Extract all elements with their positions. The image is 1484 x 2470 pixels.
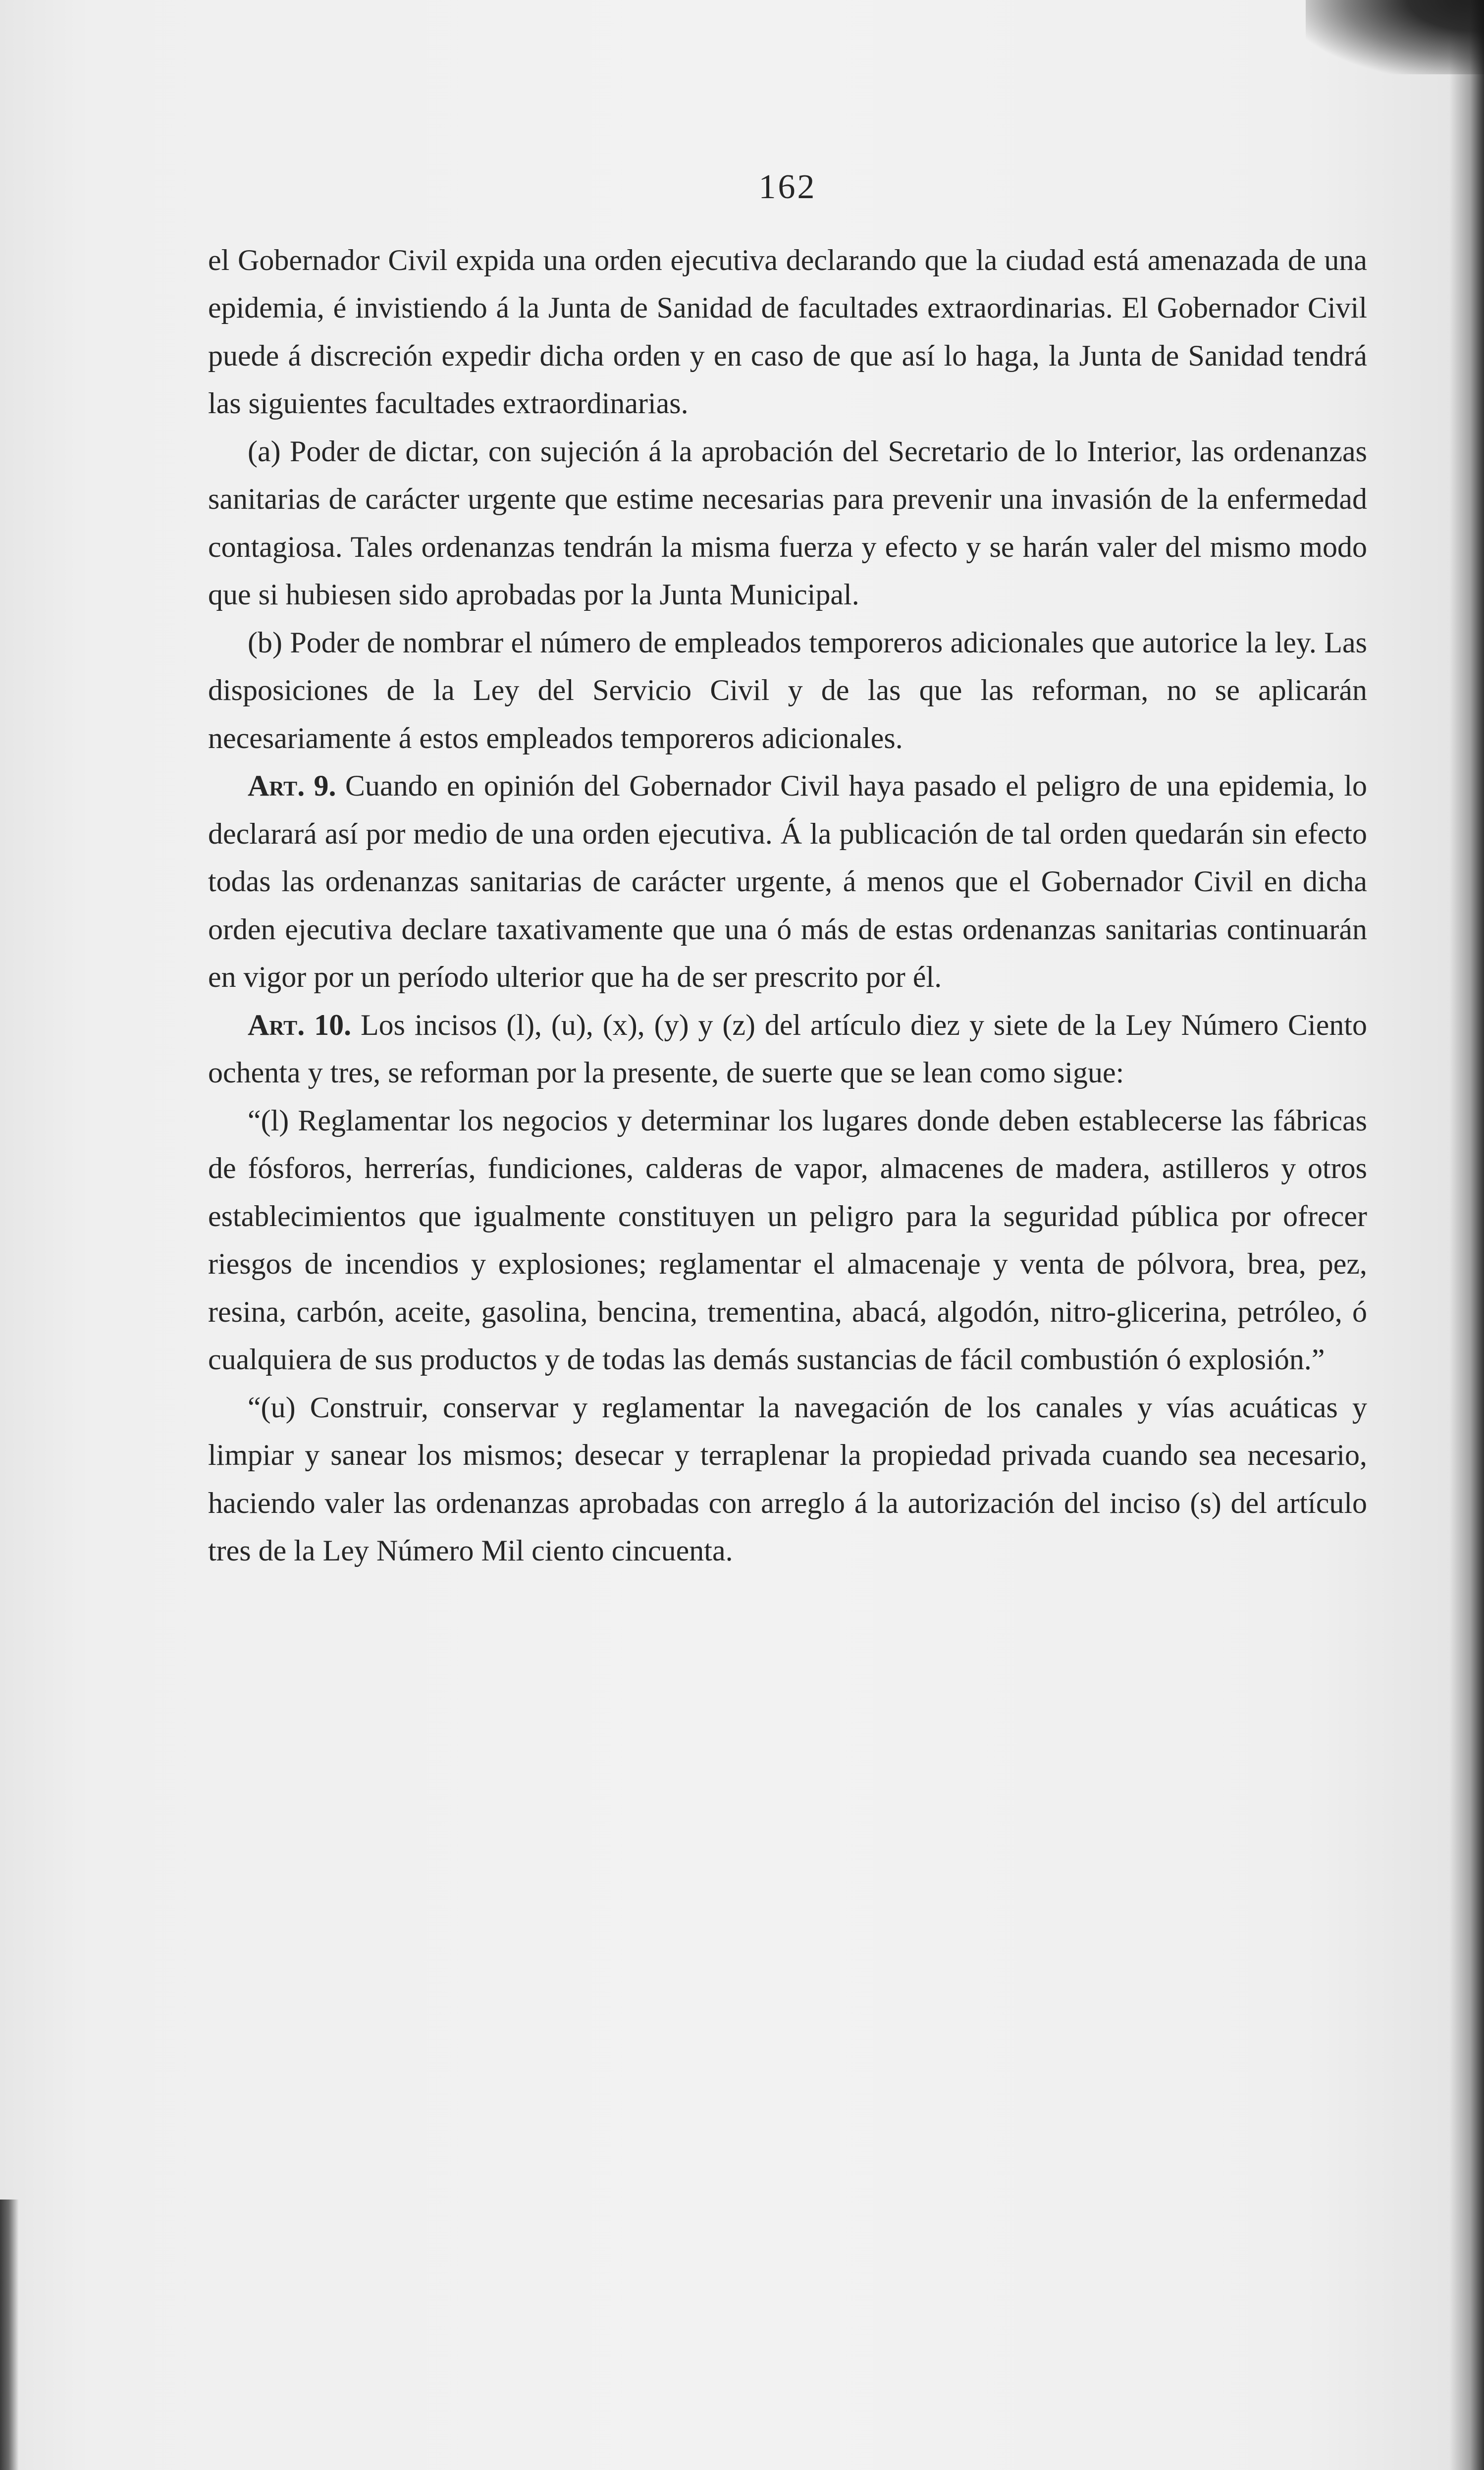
article-label: Art. 9.: [248, 769, 336, 802]
paragraph-clause-a: (a) Poder de dictar, con sujeción á la aprobación del Secretario de lo Interior, las ordenanzas sanitarias de carácter urgente que estime necesarias para prevenir una invasión de la enfermedad contagiosa. Tales ordenanzas tendrán la misma fuerza y efecto y se harán valer del mismo modo que si hubiesen sido aprobadas por la Junta Municipal.: [208, 434, 1367, 611]
article-text: Los incisos (l), (u), (x), (y) y (z) del artículo diez y siete de la Ley Número Ciento ochenta y tres, se reforman por la presente, de suerte que se lean como sigue:: [208, 1008, 1368, 1089]
scan-right-edge-shadow: [1449, 0, 1484, 2470]
paragraph-article-10: [208, 1001, 1367, 1097]
page-text: [208, 163, 1367, 1575]
paragraph-article-9: [208, 762, 1367, 1001]
article-text: Cuando en opinión del Gobernador Civil haya pasado el peligro de una epidemia, lo declarará así por medio de una orden ejecutiva. Á la publicación de tal orden quedarán sin efecto todas las ordenanzas sanitarias de carácter urgente, á menos que el Gobernador Civil en dicha orden ejecutiva declare taxativamente que una ó más de estas ordenanzas sanitarias continuarán en vigor por un período ulterior que ha de ser prescrito por él.: [208, 769, 1368, 993]
paragraph-clause-b: (b) Poder de nombrar el número de empleados temporeros adicionales que autorice la ley. Las disposiciones de la Ley del Servicio Civil y de las que las reforman, no se aplicarán necesariamente á estos empleados temporeros adicionales.: [208, 626, 1367, 754]
paragraph-inciso-u: “(u) Construir, conservar y reglamentar la navegación de los canales y vías acuáticas y limpiar y sanear los mismos; desecar y terraplenar la propiedad privada cuando sea necesario, haciendo valer las ordenanzas aprobadas con arreglo á la autorización del inciso (s) del artículo tres de la Ley Número Mil ciento cincuenta.: [208, 1391, 1367, 1567]
scan-left-edge-mark: [0, 2200, 19, 2470]
paragraph-inciso-l: “(l) Reglamentar los negocios y determinar los lugares donde deben establecerse las fábricas de fósforos, herrerías, fundiciones, calderas de vapor, almacenes de madera, astilleros y otros establecimientos que igualmente constituyen un peligro para la seguridad pública por ofrecer riesgos de incendios y explosiones; reglamentar el almacenaje y venta de pólvora, brea, pez, resina, carbón, aceite, gasolina, bencina, trementina, abacá, algodón, nitro-glicerina, petróleo, ó cualquiera de sus productos y de todas las demás sustancias de fácil combustión ó explosión.”: [208, 1104, 1367, 1376]
paragraph-continuation: el Gobernador Civil expida una orden ejecutiva declarando que la ciudad está amenazada de una epidemia, é invistiendo á la Junta de Sanidad de facultades extraordinarias. El Gobernador Civil puede á discreción expedir dicha orden y en caso de que así lo haga, la Junta de Sanidad tendrá las siguientes facultades extraordinarias.: [208, 243, 1367, 420]
page-number: 162: [758, 168, 817, 206]
article-label: Art. 10.: [248, 1008, 352, 1041]
